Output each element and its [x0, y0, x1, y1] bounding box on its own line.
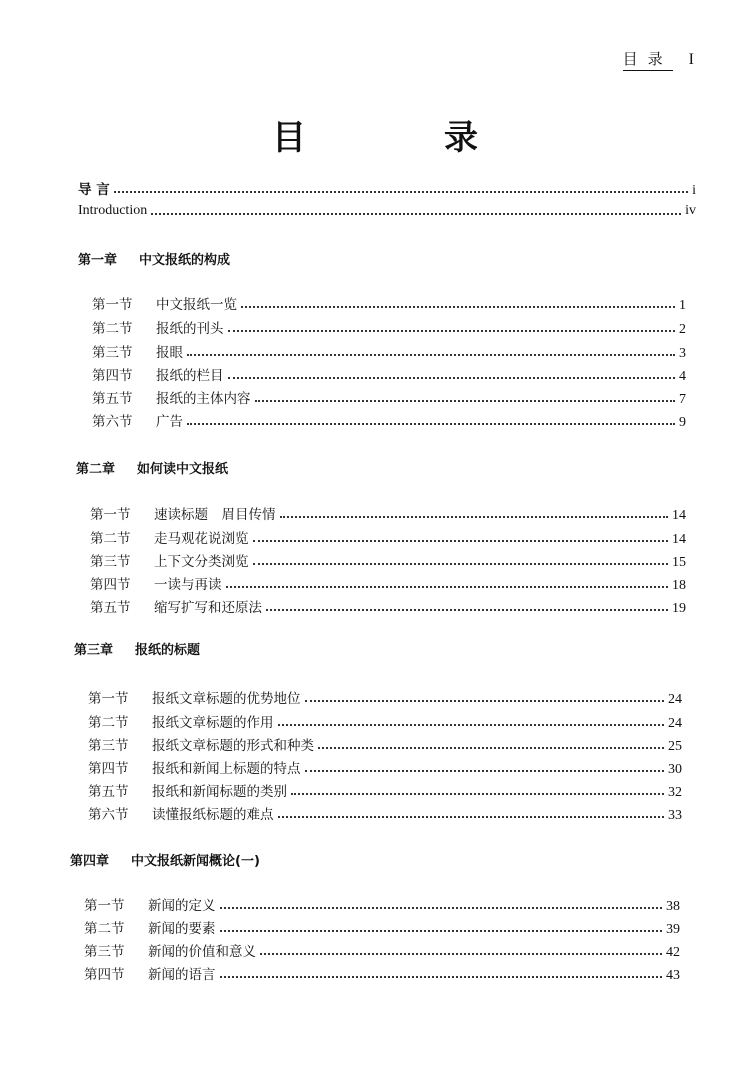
section-number: 第三节	[84, 944, 125, 960]
section-title: 新闻的语言	[148, 967, 216, 983]
page-title-char-1: 目	[272, 118, 306, 158]
section-number: 第二节	[84, 921, 125, 937]
leader-dots	[220, 930, 663, 932]
section-page: 7	[679, 392, 686, 407]
leader-dots	[228, 330, 676, 332]
leader-dots	[228, 377, 676, 379]
section-page: 43	[666, 968, 680, 983]
section-page: 15	[672, 555, 686, 570]
leader-dots	[253, 540, 669, 542]
chapter-number: 第四章	[70, 854, 110, 869]
chapter-number: 第三章	[74, 643, 114, 658]
toc-entry-3-4[interactable]	[88, 757, 682, 778]
toc-entry-2-2[interactable]	[90, 527, 686, 548]
toc-entry-4-2[interactable]	[84, 917, 680, 938]
section-number: 第一节	[84, 898, 125, 914]
leader-dots	[291, 793, 664, 795]
toc-entry-1-4[interactable]	[92, 364, 686, 385]
page-title	[0, 110, 750, 159]
page-title-char-2: 录	[444, 118, 478, 158]
chapter-heading-2[interactable]	[76, 458, 228, 477]
toc-entry-title: 导 言	[78, 182, 110, 198]
section-title: 缩写扩写和还原法	[154, 600, 262, 616]
section-page: 4	[679, 369, 686, 384]
section-number: 第五节	[88, 784, 129, 800]
toc-entry-4-1[interactable]	[84, 894, 680, 915]
leader-dots	[255, 400, 676, 402]
section-page: 18	[672, 578, 686, 593]
section-page: 42	[666, 945, 680, 960]
chapter-number: 第二章	[76, 462, 116, 477]
section-number: 第四节	[84, 967, 125, 983]
section-number: 第六节	[92, 414, 133, 430]
leader-dots	[278, 816, 665, 818]
section-page: 24	[668, 716, 682, 731]
section-page: 14	[672, 508, 686, 523]
toc-entry-page: iv	[685, 203, 696, 218]
leader-dots	[151, 213, 681, 215]
section-title: 新闻的价值和意义	[148, 944, 256, 960]
section-title: 报纸文章标题的优势地位	[152, 691, 301, 707]
chapter-heading-3[interactable]	[74, 639, 200, 658]
section-title: 报纸文章标题的作用	[152, 715, 274, 731]
section-number: 第四节	[88, 761, 129, 777]
section-number: 第五节	[92, 391, 133, 407]
toc-entry-introduction-en[interactable]	[78, 203, 696, 219]
section-title: 报纸文章标题的形式和种类	[152, 738, 314, 754]
section-number: 第五节	[90, 600, 131, 616]
chapter-heading-1[interactable]	[78, 249, 230, 268]
section-page: 30	[668, 762, 682, 777]
section-page: 39	[666, 922, 680, 937]
toc-entry-2-1[interactable]	[90, 503, 686, 524]
chapter-title: 如何读中文报纸	[137, 462, 229, 477]
toc-entry-title: Introduction	[78, 203, 148, 218]
section-page: 24	[668, 692, 682, 707]
leader-dots	[280, 516, 669, 518]
toc-entry-page: i	[692, 183, 696, 198]
section-page: 19	[672, 601, 686, 616]
toc-entry-3-1[interactable]	[88, 687, 682, 708]
leader-dots	[305, 770, 665, 772]
section-number: 第三节	[88, 738, 129, 754]
section-title: 读懂报纸标题的难点	[152, 807, 274, 823]
section-number: 第六节	[88, 807, 129, 823]
leader-dots	[220, 976, 663, 978]
toc-entry-2-5[interactable]	[90, 596, 686, 617]
section-page: 38	[666, 899, 680, 914]
section-title: 报眼	[156, 345, 183, 361]
section-page: 32	[668, 785, 682, 800]
running-header	[623, 48, 694, 71]
leader-dots	[114, 191, 688, 193]
section-page: 1	[679, 298, 686, 313]
section-page: 3	[679, 346, 686, 361]
toc-entry-4-4[interactable]	[84, 963, 680, 984]
chapter-number: 第一章	[78, 253, 118, 268]
chapter-heading-4[interactable]	[70, 850, 260, 869]
toc-entry-3-2[interactable]	[88, 711, 682, 732]
leader-dots	[220, 907, 663, 909]
toc-entry-3-3[interactable]	[88, 734, 682, 755]
section-number: 第三节	[92, 345, 133, 361]
leader-dots	[266, 609, 668, 611]
leader-dots	[318, 747, 664, 749]
chapter-title: 中文报纸的构成	[139, 253, 231, 268]
section-number: 第二节	[92, 321, 133, 337]
chapter-title: 中文报纸新闻概论(一)	[131, 854, 260, 869]
toc-entry-3-5[interactable]	[88, 780, 682, 801]
section-number: 第一节	[90, 507, 131, 523]
section-number: 第二节	[88, 715, 129, 731]
section-number: 第四节	[90, 577, 131, 593]
running-header-label: 目录	[623, 48, 673, 71]
section-title: 新闻的要素	[148, 921, 216, 937]
section-number: 第一节	[92, 297, 133, 313]
section-number: 第三节	[90, 554, 131, 570]
section-title: 速读标题 眉目传情	[154, 507, 276, 523]
toc-entry-2-4[interactable]	[90, 573, 686, 594]
section-title: 中文报纸一览	[156, 297, 237, 313]
toc-entry-2-3[interactable]	[90, 550, 686, 571]
toc-entry-1-1[interactable]	[92, 293, 686, 314]
leader-dots	[241, 306, 675, 308]
leader-dots	[260, 953, 662, 955]
leader-dots	[187, 423, 675, 425]
toc-entry-1-3[interactable]	[92, 341, 686, 362]
toc-entry-1-2[interactable]	[92, 317, 686, 338]
toc-entry-1-6[interactable]	[92, 410, 686, 431]
section-page: 33	[668, 808, 682, 823]
section-number: 第二节	[90, 531, 131, 547]
section-title: 走马观花说浏览	[154, 531, 249, 547]
section-page: 14	[672, 532, 686, 547]
leader-dots	[305, 700, 665, 702]
section-number: 第四节	[92, 368, 133, 384]
leader-dots	[253, 563, 669, 565]
section-page: 25	[668, 739, 682, 754]
section-title: 报纸和新闻上标题的特点	[152, 761, 301, 777]
section-title: 新闻的定义	[148, 898, 216, 914]
section-title: 报纸的栏目	[156, 368, 224, 384]
section-title: 报纸和新闻标题的类别	[152, 784, 287, 800]
running-header-page-number: I	[688, 51, 694, 68]
toc-entry-3-6[interactable]	[88, 803, 682, 824]
leader-dots	[278, 724, 665, 726]
section-title: 报纸的主体内容	[156, 391, 251, 407]
section-title: 一读与再读	[154, 577, 222, 593]
section-number: 第一节	[88, 691, 129, 707]
section-title: 广告	[156, 414, 183, 430]
section-page: 9	[679, 415, 686, 430]
section-page: 2	[679, 322, 686, 337]
leader-dots	[226, 586, 669, 588]
toc-entry-4-3[interactable]	[84, 940, 680, 961]
section-title: 报纸的刊头	[156, 321, 224, 337]
toc-entry-introduction-cn[interactable]	[78, 178, 696, 199]
leader-dots	[187, 354, 675, 356]
toc-entry-1-5[interactable]	[92, 387, 686, 408]
chapter-title: 报纸的标题	[135, 643, 201, 658]
section-title: 上下文分类浏览	[154, 554, 249, 570]
